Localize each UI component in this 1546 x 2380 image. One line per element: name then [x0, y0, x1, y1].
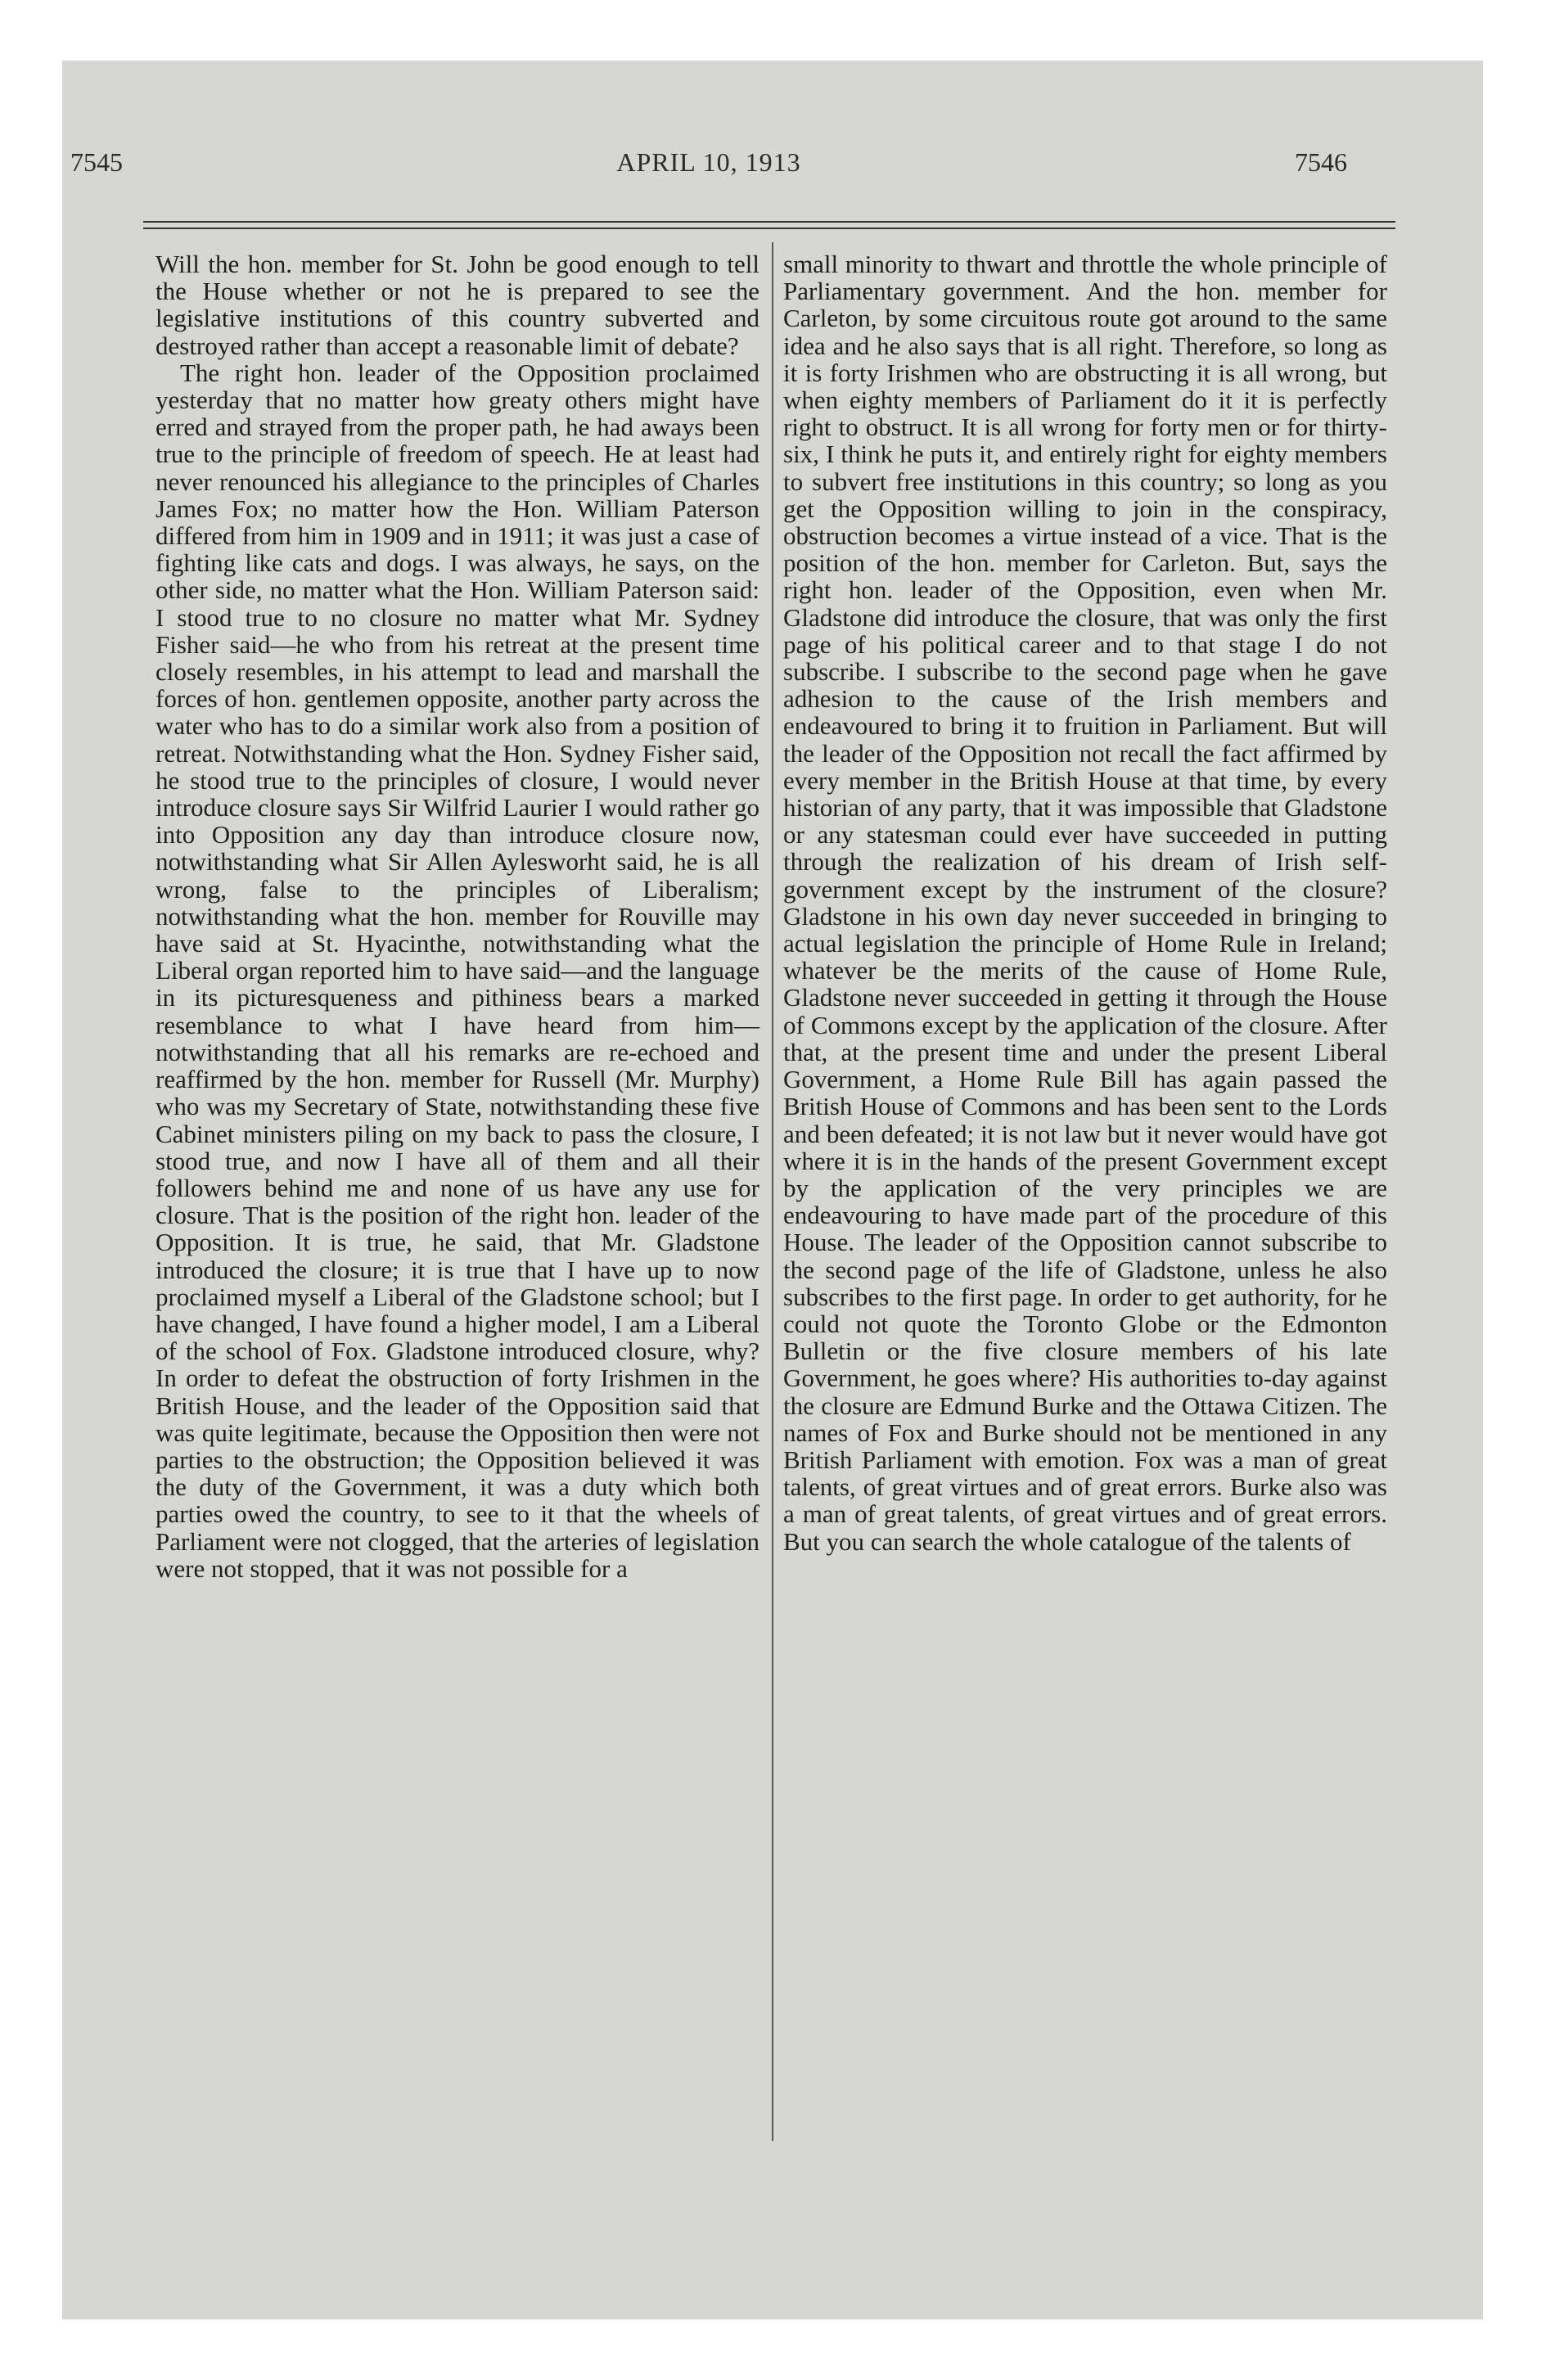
left-column	[156, 250, 759, 1582]
paragraph: Will the hon. member for St. John be good enough to tell the House whether or not he is prepared to see the legislative institutions of this country subverted and destroyed rather than accept a reasonable limit of debate?	[156, 250, 759, 360]
page-date-title: APRIL 10, 1913	[616, 147, 801, 177]
page-number-left: 7545	[70, 147, 123, 177]
paragraph: The right hon. leader of the Opposition proclaimed yesterday that no matter how greaty others might have erred and strayed from the proper path, he had aways been true to the principle of freedom of speech. He at least had never renounced his allegiance to the principles of Charles James Fox; no matter how the Hon. William Paterson differed from him in 1909 and in 1911; it was just a case of fighting like cats and dogs. I was always, he says, on the other side, no matter what the Hon. William Paterson said: I stood true to no closure no matter what Mr. Sydney Fisher said—he who from his retreat at the present time closely resembles, in his attempt to lead and marshall the forces of hon. gentlemen opposite, another party across the water who has to do a similar work also from a position of retreat. Notwithstanding what the Hon. Sydney Fisher said, he stood true to the principles of closure, I would never introduce closure says Sir Wilfrid Laurier I would rather go into Opposition any day than introduce closure now, notwithstanding what Sir Allen Aylesworht said, he is all wrong, false to the principles of Liberalism; notwithstanding what the hon. member for Rouville may have said at St. Hyacinthe, notwithstanding what the Liberal organ reported him to have said—and the language in its picturesqueness and pithiness bears a marked resemblance to what I have heard from him—notwithstanding that all his remarks are re-echoed and reaffirmed by the hon. member for Russell (Mr. Murphy) who was my Secretary of State, notwithstanding these five Cabinet ministers piling on my back to pass the closure, I stood true, and now I have all of them and all their followers behind me and none of us have any use for closure. That is the position of the right hon. leader of the Opposition. It is true, he said, that Mr. Gladstone introduced the closure; it is true that I have up to now proclaimed myself a Liberal of the Gladstone school; but I have changed, I have found a higher model, I am a Liberal of the school of Fox. Gladstone introduced closure, why? In order to defeat the obstruction of forty Irishmen in the British House, and the leader of the Opposition said that was quite legitimate, because the Opposition then were not parties to the obstruction; the Opposition believed it was the duty of the Government, it was a duty which both parties owed the country, to see to it that the wheels of Parliament were not clogged, that the arteries of legislation were not stopped, that it was not possible for a	[156, 358, 759, 1583]
page-number-right: 7546	[1295, 147, 1347, 177]
page-header	[70, 90, 1347, 177]
header-rule	[143, 221, 1395, 229]
column-divider	[772, 242, 773, 2141]
right-column	[783, 250, 1387, 1555]
paragraph: small minority to thwart and throttle the whole principle of Parliamentary government. And the hon. member for Carleton, by some circuitous route got around to the same idea and he also says that is all right. Therefore, so long as it is forty Irishmen who are obstructing it is all wrong, but when eighty members of Parliament do it it is perfectly right to obstruct. It is all wrong for forty men or for thirty-six, I think he puts it, and entirely right for eighty members to subvert free institutions in this country; so long as you get the Opposition willing to join in the conspiracy, obstruction becomes a virtue instead of a vice. That is the position of the hon. member for Carleton. But, says the right hon. leader of the Opposition, even when Mr. Gladstone did introduce the closure, that was only the first page of his political career and to that stage I do not subscribe. I subscribe to the second page when he gave adhesion to the cause of the Irish members and endeavoured to bring it to fruition in Parliament. But will the leader of the Opposition not recall the fact affirmed by every member in the British House at that time, by every historian of any party, that it was impossible that Gladstone or any statesman could ever have succeeded in putting through the realization of his dream of Irish self-government except by the instrument of the closure? Gladstone in his own day never succeeded in bringing to actual legislation the principle of Home Rule in Ireland; whatever be the merits of the cause of Home Rule, Gladstone never succeeded in getting it through the House of Commons except by the application of the closure. After that, at the present time and under the present Liberal Government, a Home Rule Bill has again passed the British House of Commons and has been sent to the Lords and been defeated; it is not law but it never would have got where it is in the hands of the present Government except by the application of the very principles we are endeavouring to have made part of the procedure of this House. The leader of the Opposition cannot subscribe to the second page of the life of Gladstone, unless he also subscribes to the first page. In order to get authority, for he could not quote the Toronto Globe or the Edmonton Bulletin or the five closure members of his late Government, he goes where? His authorities to-day against the closure are Edmund Burke and the Ottawa Citizen. The names of Fox and Burke should not be mentioned in any British Parliament with emotion. Fox was a man of great talents, of great virtues and of great errors. Burke also was a man of great talents, of great virtues and of great errors. But you can search the whole catalogue of the talents of	[783, 250, 1387, 1556]
